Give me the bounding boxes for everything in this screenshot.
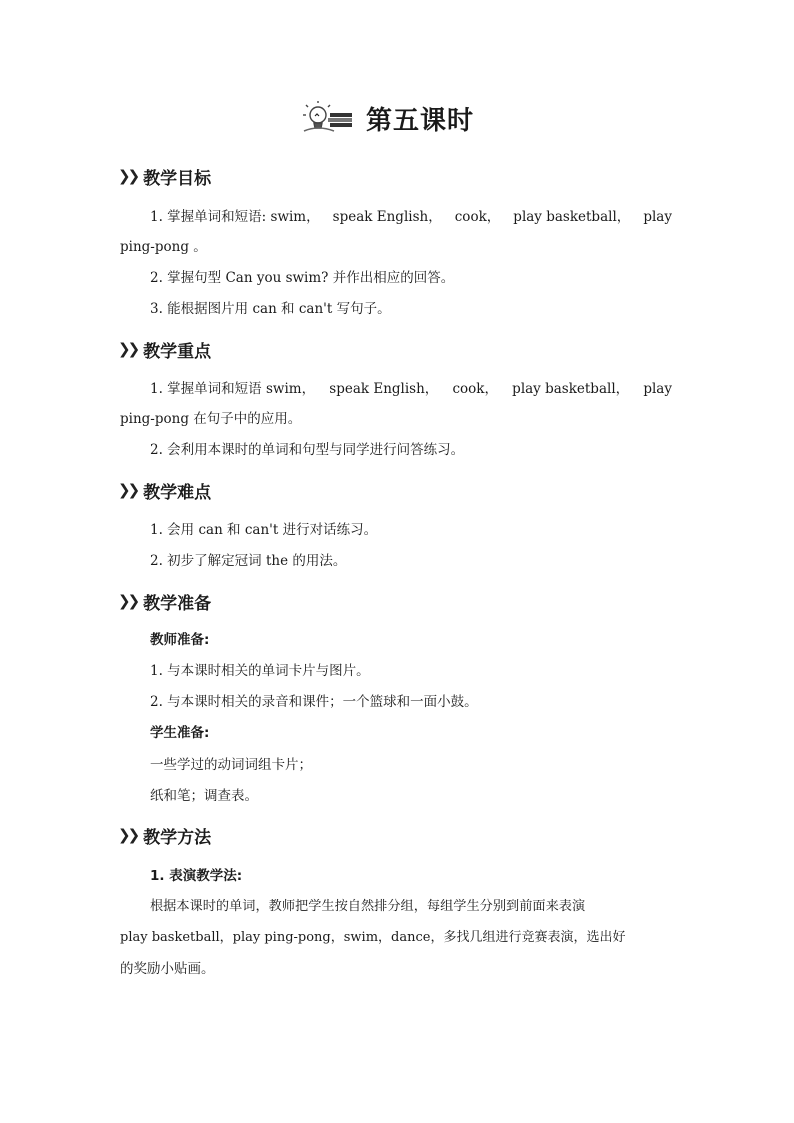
method-1-line-1: 根据本课时的单词，教师把学生按自然排分组，每组学生分别到前面来表演 bbox=[150, 899, 586, 914]
difficulties-item-1: 1. 会用 can 和 can't 进行对话练习。 bbox=[150, 522, 378, 538]
goals-item-3: 3. 能根据图片用 can 和 can't 写句子。 bbox=[150, 301, 391, 317]
text-token: 1. 掌握单词和短语: swim， bbox=[150, 209, 320, 225]
goals-item-1-continued: ping-pong 。 bbox=[120, 239, 207, 255]
double-chevron-icon: ❯❯ bbox=[118, 592, 138, 610]
method-1-line-3: 的奖励小贴画。 bbox=[120, 961, 215, 977]
section-heading-text: 教学目标 bbox=[143, 168, 212, 189]
student-prep-item-2: 纸和笔；调查表。 bbox=[150, 788, 258, 804]
difficulties-item-2: 2. 初步了解定冠词 the 的用法。 bbox=[150, 553, 347, 569]
method-1-label: 1. 表演教学法: bbox=[150, 868, 243, 884]
page-title: 第五课时 bbox=[365, 105, 474, 136]
section-heading-difficulties bbox=[118, 477, 211, 503]
double-chevron-icon: ❯❯ bbox=[118, 826, 138, 844]
text-token: play bbox=[643, 209, 672, 225]
teacher-prep-label: 教师准备: bbox=[150, 632, 210, 648]
section-heading-text: 教学方法 bbox=[143, 827, 212, 848]
section-heading-preparation bbox=[118, 588, 211, 614]
text-token: speak English， bbox=[332, 209, 442, 225]
text-token: play bbox=[643, 381, 672, 397]
lightbulb-book-icon bbox=[300, 101, 356, 135]
key-points-item-1 bbox=[150, 379, 672, 399]
teacher-prep-item-2: 2. 与本课时相关的录音和课件；一个篮球和一面小鼓。 bbox=[150, 694, 478, 710]
section-heading-key-points bbox=[118, 336, 211, 362]
text-token: play basketball， bbox=[513, 209, 631, 225]
section-heading-text: 教学准备 bbox=[143, 593, 212, 614]
section-heading-text: 教学重点 bbox=[143, 341, 212, 362]
goals-item-1 bbox=[150, 207, 672, 227]
text-token: cook， bbox=[452, 381, 498, 397]
method-1-line-2: play basketball，play ping-pong，swim，dance，多找几组进行竞赛表演，选出好 bbox=[120, 930, 626, 945]
double-chevron-icon: ❯❯ bbox=[118, 340, 138, 358]
section-heading-text: 教学难点 bbox=[143, 482, 212, 503]
student-prep-label: 学生准备: bbox=[150, 725, 210, 741]
lesson-title-bar bbox=[0, 96, 794, 140]
double-chevron-icon: ❯❯ bbox=[118, 167, 138, 185]
student-prep-item-1: 一些学过的动词词组卡片； bbox=[150, 757, 312, 773]
section-heading-methods bbox=[118, 822, 211, 848]
double-chevron-icon: ❯❯ bbox=[118, 481, 138, 499]
text-token: cook， bbox=[454, 209, 501, 225]
key-points-item-2: 2. 会利用本课时的单词和句型与同学进行问答练习。 bbox=[150, 442, 465, 458]
key-points-item-1-continued: ping-pong 在句子中的应用。 bbox=[120, 411, 302, 427]
text-token: speak English， bbox=[329, 381, 439, 397]
goals-item-2: 2. 掌握句型 Can you swim? 并作出相应的回答。 bbox=[150, 270, 455, 286]
section-heading-goals bbox=[118, 163, 211, 189]
teacher-prep-item-1: 1. 与本课时相关的单词卡片与图片。 bbox=[150, 663, 370, 679]
text-token: play basketball， bbox=[512, 381, 630, 397]
text-token: 1. 掌握单词和短语 swim， bbox=[150, 381, 316, 397]
